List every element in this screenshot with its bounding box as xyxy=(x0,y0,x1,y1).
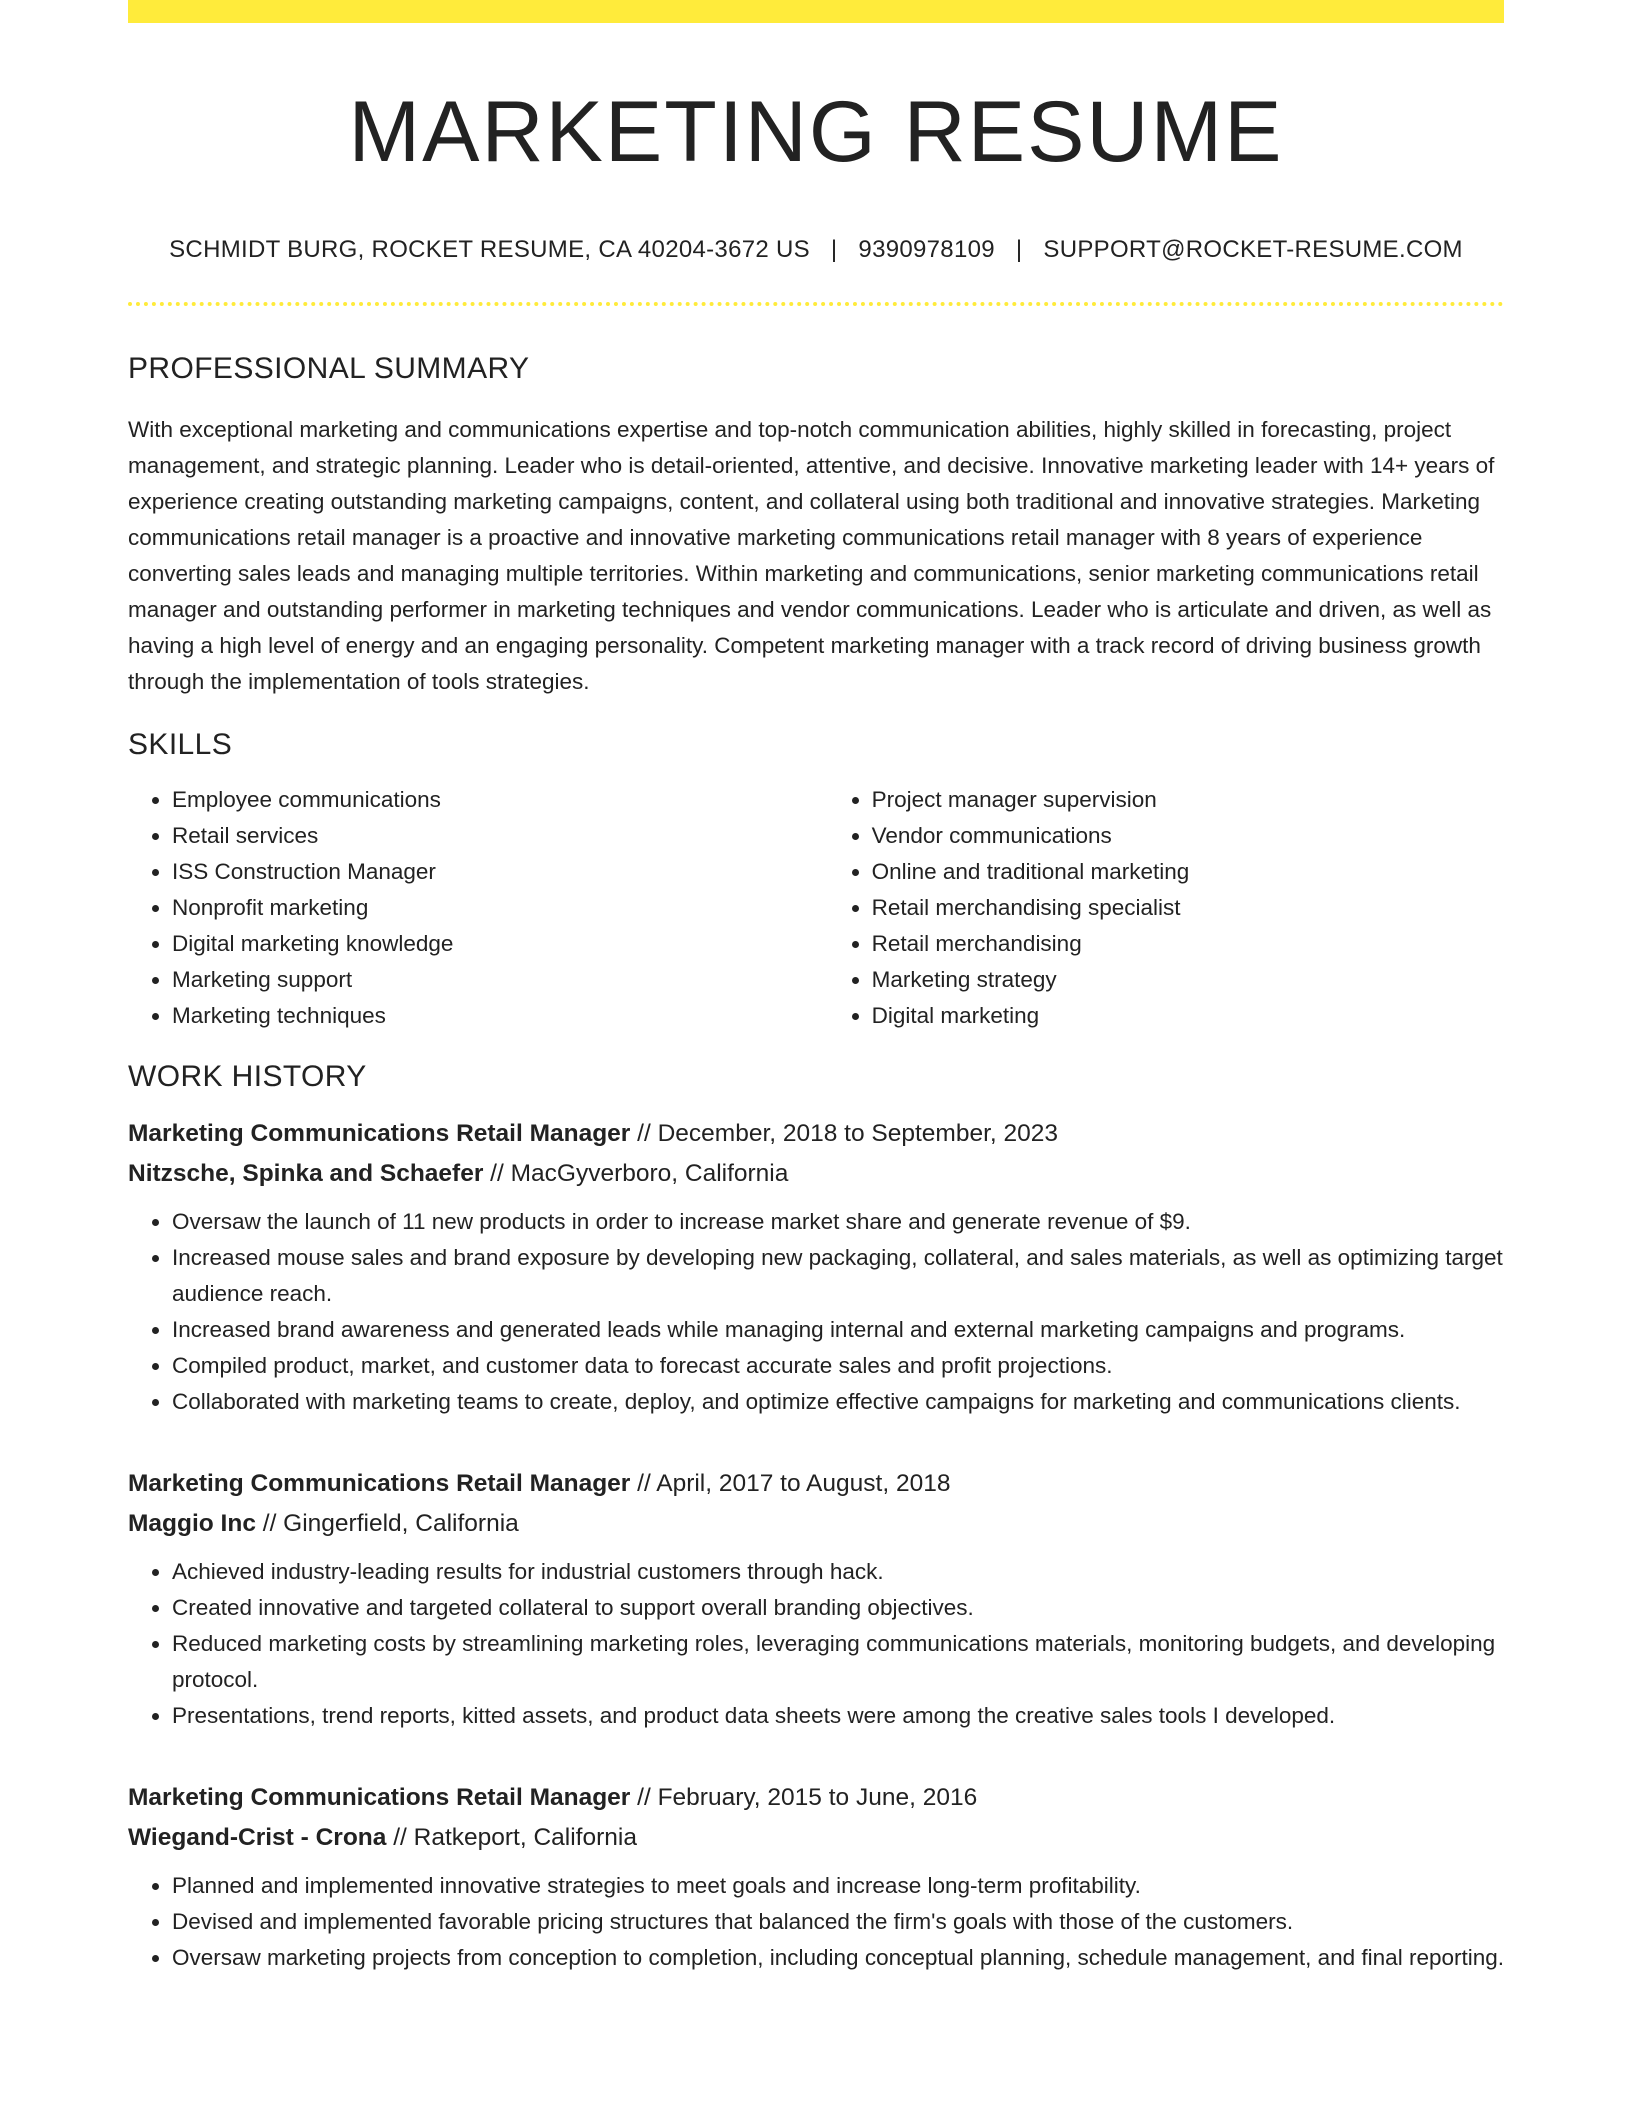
contact-separator: | xyxy=(1015,235,1023,263)
job-entry xyxy=(128,1464,1504,1734)
job-bullet: • Reduced marketing costs by streamlining marketing roles, leveraging communications materials, monitoring budgets, and developing protocol. xyxy=(172,1626,1504,1698)
work-history-heading: WORK HISTORY xyxy=(128,1059,367,1093)
skill-item: • ISS Construction Manager xyxy=(172,854,828,890)
job-dates: // December, 2018 to September, 2023 xyxy=(630,1119,1059,1147)
job-title: Marketing Communications Retail Manager xyxy=(128,1469,631,1497)
dotted-divider xyxy=(128,302,1504,306)
job-company: Maggio Inc xyxy=(128,1509,256,1537)
job-company: Wiegand-Crist - Crona xyxy=(128,1823,387,1851)
job-bullet: • Increased brand awareness and generated leads while managing internal and external marketing campaigns and programs. xyxy=(172,1312,1504,1348)
job-bullet: • Collaborated with marketing teams to create, deploy, and optimize effective campaigns for marketing and communications clients. xyxy=(172,1384,1504,1420)
resume-page xyxy=(128,0,1504,1976)
job-location: // MacGyverboro, California xyxy=(483,1159,789,1187)
summary-text: With exceptional marketing and communications expertise and top-notch communication abilities, highly skilled in forecasting, project management, and strategic planning. Leader who is detail-oriented, attentive, and decisive. Innovative marketing leader with 14+ years of experience creating outstanding marketing campaigns, content, and collateral using both traditional and innovative strategies. Marketing communications retail manager is a proactive and innovative marketing communications retail manager with 8 years of experience converting sales leads and managing multiple territories. Within marketing and communications, senior marketing communications retail manager and outstanding performer in marketing techniques and vendor communications. Leader who is articulate and driven, as well as having a high level of energy and an engaging personality. Competent marketing manager with a track record of driving business growth through the implementation of tools strategies. xyxy=(128,416,1495,694)
skill-item: • Employee communications xyxy=(172,782,828,818)
job-entry xyxy=(128,1114,1504,1420)
job-company-line xyxy=(128,1818,1504,1858)
contact-address: SCHMIDT BURG, ROCKET RESUME, CA 40204-3672 US xyxy=(169,235,810,263)
skill-item: • Digital marketing xyxy=(872,998,1504,1034)
skill-item: • Vendor communications xyxy=(872,818,1504,854)
skill-item: • Retail services xyxy=(172,818,828,854)
resume-title: MARKETING RESUME xyxy=(348,84,1284,180)
job-bullet: • Oversaw the launch of 11 new products in order to increase market share and generate revenue of $9. xyxy=(172,1204,1504,1240)
contact-phone: 9390978109 xyxy=(858,235,995,263)
job-dates: // April, 2017 to August, 2018 xyxy=(630,1469,951,1497)
work-history-list xyxy=(128,1114,1504,1976)
skill-item: • Nonprofit marketing xyxy=(172,890,828,926)
job-bullet-list xyxy=(128,1868,1504,1976)
contact-separator: | xyxy=(830,235,838,263)
job-company-line xyxy=(128,1504,1504,1544)
summary-heading: PROFESSIONAL SUMMARY xyxy=(128,351,530,385)
accent-top-bar xyxy=(128,0,1504,23)
skills-heading: SKILLS xyxy=(128,727,233,761)
job-entry xyxy=(128,1778,1504,1976)
job-bullet: • Compiled product, market, and customer data to forecast accurate sales and profit projections. xyxy=(172,1348,1504,1384)
skill-item: • Retail merchandising specialist xyxy=(872,890,1504,926)
job-company: Nitzsche, Spinka and Schaefer xyxy=(128,1159,484,1187)
skill-item: • Marketing strategy xyxy=(872,962,1504,998)
job-title-line xyxy=(128,1464,1504,1504)
skill-item: • Digital marketing knowledge xyxy=(172,926,828,962)
job-bullet-list xyxy=(128,1204,1504,1420)
skills-column-left xyxy=(128,782,828,1034)
skill-item: • Project manager supervision xyxy=(872,782,1504,818)
skill-item: • Retail merchandising xyxy=(872,926,1504,962)
job-location: // Ratkeport, California xyxy=(386,1823,637,1851)
skill-item: • Marketing techniques xyxy=(172,998,828,1034)
skill-item: • Online and traditional marketing xyxy=(872,854,1504,890)
job-title: Marketing Communications Retail Manager xyxy=(128,1119,631,1147)
job-company-line xyxy=(128,1154,1504,1194)
job-bullet: • Presentations, trend reports, kitted assets, and product data sheets were among the creative sales tools I developed. xyxy=(172,1698,1504,1734)
job-bullet: • Created innovative and targeted collateral to support overall branding objectives. xyxy=(172,1590,1504,1626)
skill-item: • Marketing support xyxy=(172,962,828,998)
contact-email: SUPPORT@ROCKET-RESUME.COM xyxy=(1043,235,1463,263)
job-bullet: • Oversaw marketing projects from conception to completion, including conceptual planning, schedule management, and final reporting. xyxy=(172,1940,1504,1976)
skills-list xyxy=(128,782,1504,1034)
job-bullet: • Planned and implemented innovative strategies to meet goals and increase long-term profitability. xyxy=(172,1868,1504,1904)
job-bullet-list xyxy=(128,1554,1504,1734)
job-bullet: • Devised and implemented favorable pricing structures that balanced the firm's goals with those of the customers. xyxy=(172,1904,1504,1940)
job-bullet: • Achieved industry-leading results for industrial customers through hack. xyxy=(172,1554,1504,1590)
job-title-line xyxy=(128,1114,1504,1154)
skills-column-right xyxy=(828,782,1504,1034)
job-title: Marketing Communications Retail Manager xyxy=(128,1783,631,1811)
job-location: // Gingerfield, California xyxy=(255,1509,519,1537)
job-title-line xyxy=(128,1778,1504,1818)
job-bullet: • Increased mouse sales and brand exposure by developing new packaging, collateral, and sales materials, as well as optimizing target audience reach. xyxy=(172,1240,1504,1312)
job-dates: // February, 2015 to June, 2016 xyxy=(630,1783,978,1811)
contact-line xyxy=(128,236,1504,264)
